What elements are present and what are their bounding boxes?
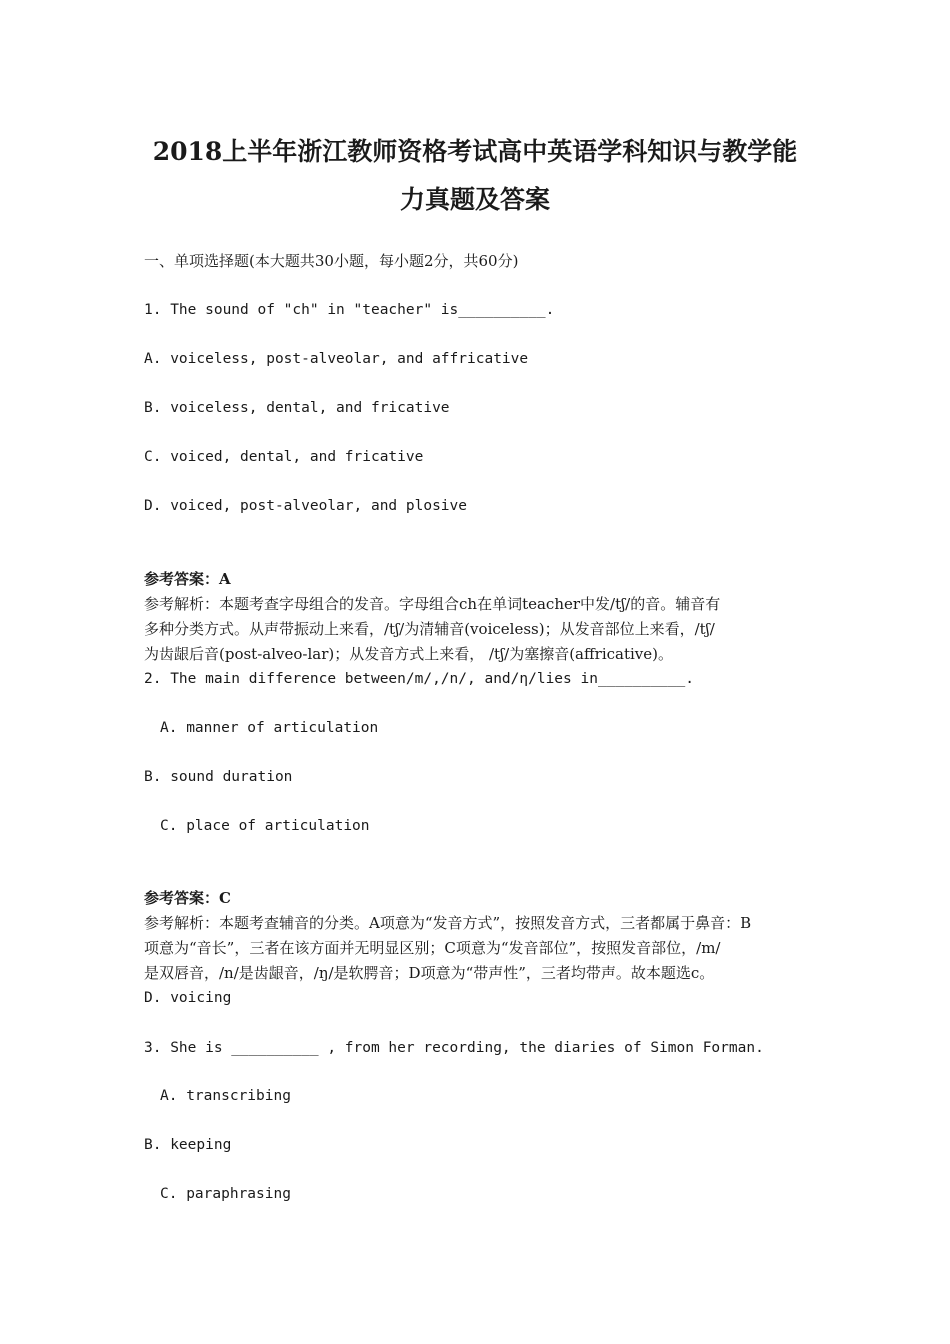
question-2-option-a: A. manner of articulation xyxy=(160,720,379,736)
question-2-option-c: C. place of articulation xyxy=(160,818,370,834)
question-1-analysis-line-1: 参考解析：本题考查字母组合的发音。字母组合ch在单词teacher中发/tʃ/的音。辅音有 xyxy=(144,595,721,613)
question-2-analysis-line-3: 是双唇音，/n/是齿龈音，/ŋ/是软腭音；D项意为“带声性”，三者均带声。故本题选c。 xyxy=(144,964,715,982)
question-1-option-b: B. voiceless, dental, and fricative xyxy=(144,400,450,416)
question-1-option-d: D. voiced, post-alveolar, and plosive xyxy=(144,498,468,514)
question-2-analysis-line-2: 项意为“音长”，三者在该方面并无明显区别；C项意为“发音部位”，按照发音部位，/m/ xyxy=(144,939,721,957)
question-1-answer: 参考答案：A xyxy=(144,570,231,588)
question-1-stem: 1. The sound of "ch" in "teacher" is__________. xyxy=(144,302,555,318)
question-1-analysis-line-2: 多种分类方式。从声带振动上来看，/tʃ/为清辅音(voiceless)；从发音部位上来看，/tʃ/ xyxy=(144,620,715,638)
question-2-stem: 2. The main difference between/m/,/n/, and/η/lies in__________. xyxy=(144,671,694,687)
document-title-line-2: 力真题及答案 xyxy=(399,185,550,214)
question-2-answer: 参考答案：C xyxy=(144,889,231,907)
section-heading: 一、单项选择题(本大题共30小题，每小题2分，共60分) xyxy=(144,252,519,270)
question-1-analysis-line-3: 为齿龈后音(post-alveo-lar)；从发音方式上来看， /tʃ/为塞擦音(affricative)。 xyxy=(144,645,674,663)
question-2-option-b: B. sound duration xyxy=(144,769,293,785)
question-3-stem: 3. She is __________ , from her recording, the diaries of Simon Forman. xyxy=(144,1040,764,1056)
question-2-analysis-line-1: 参考解析：本题考查辅音的分类。A项意为“发音方式”，按照发音方式，三者都属于鼻音：B xyxy=(144,914,752,932)
document-title-line-1: 2018上半年浙江教师资格考试高中英语学科知识与教学能 xyxy=(152,137,798,166)
question-2-option-d: D. voicing xyxy=(144,990,232,1006)
question-1-option-c: C. voiced, dental, and fricative xyxy=(144,449,424,465)
question-3-option-c: C. paraphrasing xyxy=(160,1186,291,1202)
question-3-option-a: A. transcribing xyxy=(160,1088,291,1104)
question-1-option-a: A. voiceless, post-alveolar, and affricative xyxy=(144,351,529,367)
question-3-option-b: B. keeping xyxy=(144,1137,232,1153)
